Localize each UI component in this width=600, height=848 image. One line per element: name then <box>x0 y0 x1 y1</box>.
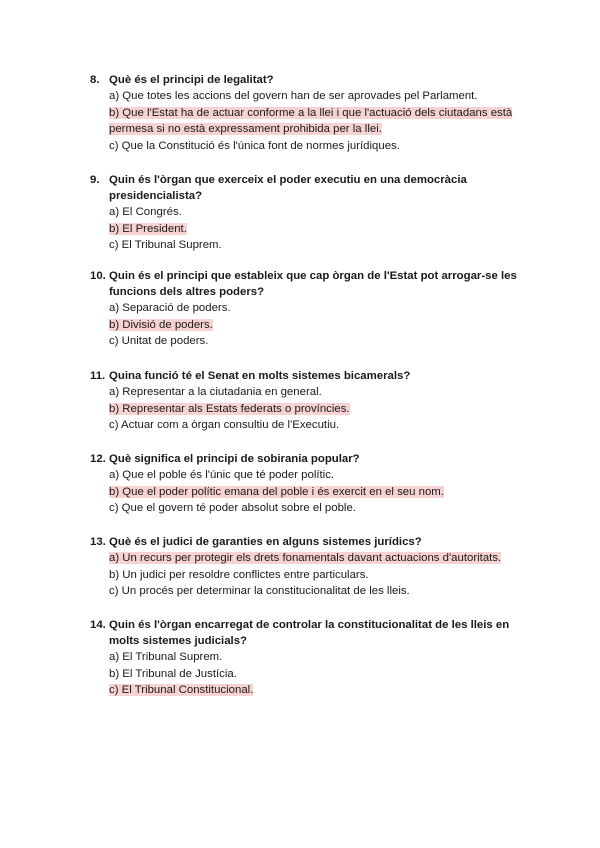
option-b <box>109 666 530 683</box>
option-text: c) Que el govern té poder absolut sobre el poble. <box>109 502 356 514</box>
option-a <box>109 384 530 401</box>
option-b <box>109 401 530 418</box>
option-b <box>109 317 530 334</box>
option-text: c) El Tribunal Suprem. <box>109 239 222 251</box>
question-number: 10. <box>90 270 106 282</box>
option-text: a) Que el poble és l'únic que té poder polític. <box>109 469 335 481</box>
option-c <box>109 583 530 600</box>
option-text: c) Que la Constitució és l'única font de normes jurídiques. <box>109 139 400 152</box>
option-b <box>109 484 530 501</box>
question-14 <box>90 617 530 699</box>
option-text: b) Un judici per resoldre conflictes entre particulars. <box>109 568 369 581</box>
option-text-highlighted: b) Divisió de poders. <box>109 318 213 331</box>
question-number: 9. <box>90 174 100 186</box>
option-b <box>109 221 530 238</box>
question-heading <box>90 534 530 550</box>
question-9 <box>90 172 530 254</box>
question-text: Què significa el principi de sobirania popular? <box>109 453 360 465</box>
options-list <box>90 550 530 600</box>
question-number: 13. <box>90 536 106 548</box>
question-text: Quin és l'òrgan que exerceix el poder executiu en una democràcia presidencialista? <box>109 174 467 202</box>
question-heading <box>90 451 530 467</box>
option-a <box>109 300 530 317</box>
option-text: c) Unitat de poders. <box>109 335 209 347</box>
option-text: a) Que totes les accions del govern han de ser aprovades pel Parlament. <box>109 90 478 102</box>
question-11 <box>90 368 530 434</box>
option-text: a) El Congrés. <box>109 206 182 218</box>
option-text: b) El Tribunal de Justícia. <box>109 667 237 680</box>
option-b <box>109 567 530 584</box>
option-c <box>109 138 530 155</box>
question-number: 12. <box>90 453 106 465</box>
option-c <box>109 417 530 434</box>
options-list <box>90 467 530 517</box>
option-c <box>109 500 530 517</box>
question-number: 11. <box>90 370 106 382</box>
option-c <box>109 333 530 350</box>
question-8 <box>90 72 530 154</box>
option-text-highlighted: b) El President. <box>109 222 187 235</box>
options-list <box>90 300 530 350</box>
option-text: a) El Tribunal Suprem. <box>109 651 223 663</box>
option-a <box>109 649 530 666</box>
options-list <box>90 204 530 254</box>
question-number: 14. <box>90 619 106 631</box>
question-13 <box>90 534 530 600</box>
option-b <box>109 105 530 138</box>
question-text: Què és el principi de legalitat? <box>109 74 274 86</box>
option-text: c) Actuar com a òrgan consultiu de l'Executiu. <box>109 419 340 431</box>
question-text: Què és el judici de garanties en alguns sistemes jurídics? <box>109 536 422 548</box>
option-a <box>109 88 530 105</box>
question-text: Quin és el principi que estableix que cap òrgan de l'Estat pot arrogar-se les funcions dels altres poders? <box>109 270 517 298</box>
option-c <box>109 682 530 699</box>
question-10 <box>90 268 530 350</box>
options-list <box>90 88 530 154</box>
question-number: 8. <box>90 74 100 86</box>
question-heading <box>90 172 530 204</box>
option-c <box>109 237 530 254</box>
question-heading <box>90 368 530 384</box>
option-a <box>109 204 530 221</box>
option-text: a) Separació de poders. <box>109 302 231 314</box>
question-text: Quin és l'òrgan encarregat de controlar la constitucionalitat de les lleis en molts sistemes judicials? <box>109 619 510 647</box>
option-text-highlighted: b) Que l'Estat ha de actuar conforme a la llei i que l'actuació dels ciutadans està permesa si no està expressament prohibida per la llei. <box>109 106 513 135</box>
option-a <box>109 550 530 567</box>
question-text: Quina funció té el Senat en molts sistemes bicamerals? <box>109 370 411 382</box>
option-text-highlighted: c) El Tribunal Constitucional. <box>109 684 254 696</box>
question-heading <box>90 72 530 88</box>
option-text: c) Un procés per determinar la constitucionalitat de les lleis. <box>109 585 410 597</box>
question-heading <box>90 617 530 649</box>
option-text-highlighted: b) Que el poder polític emana del poble i és exercit en el seu nom. <box>109 485 444 498</box>
option-text: a) Representar a la ciutadania en general. <box>109 386 322 398</box>
question-12 <box>90 451 530 517</box>
option-a <box>109 467 530 484</box>
question-heading <box>90 268 530 300</box>
option-text-highlighted: a) Un recurs per protegir els drets fonamentals davant actuacions d'autoritats. <box>109 552 502 564</box>
options-list <box>90 649 530 699</box>
option-text-highlighted: b) Representar als Estats federats o províncies. <box>109 402 350 415</box>
options-list <box>90 384 530 434</box>
